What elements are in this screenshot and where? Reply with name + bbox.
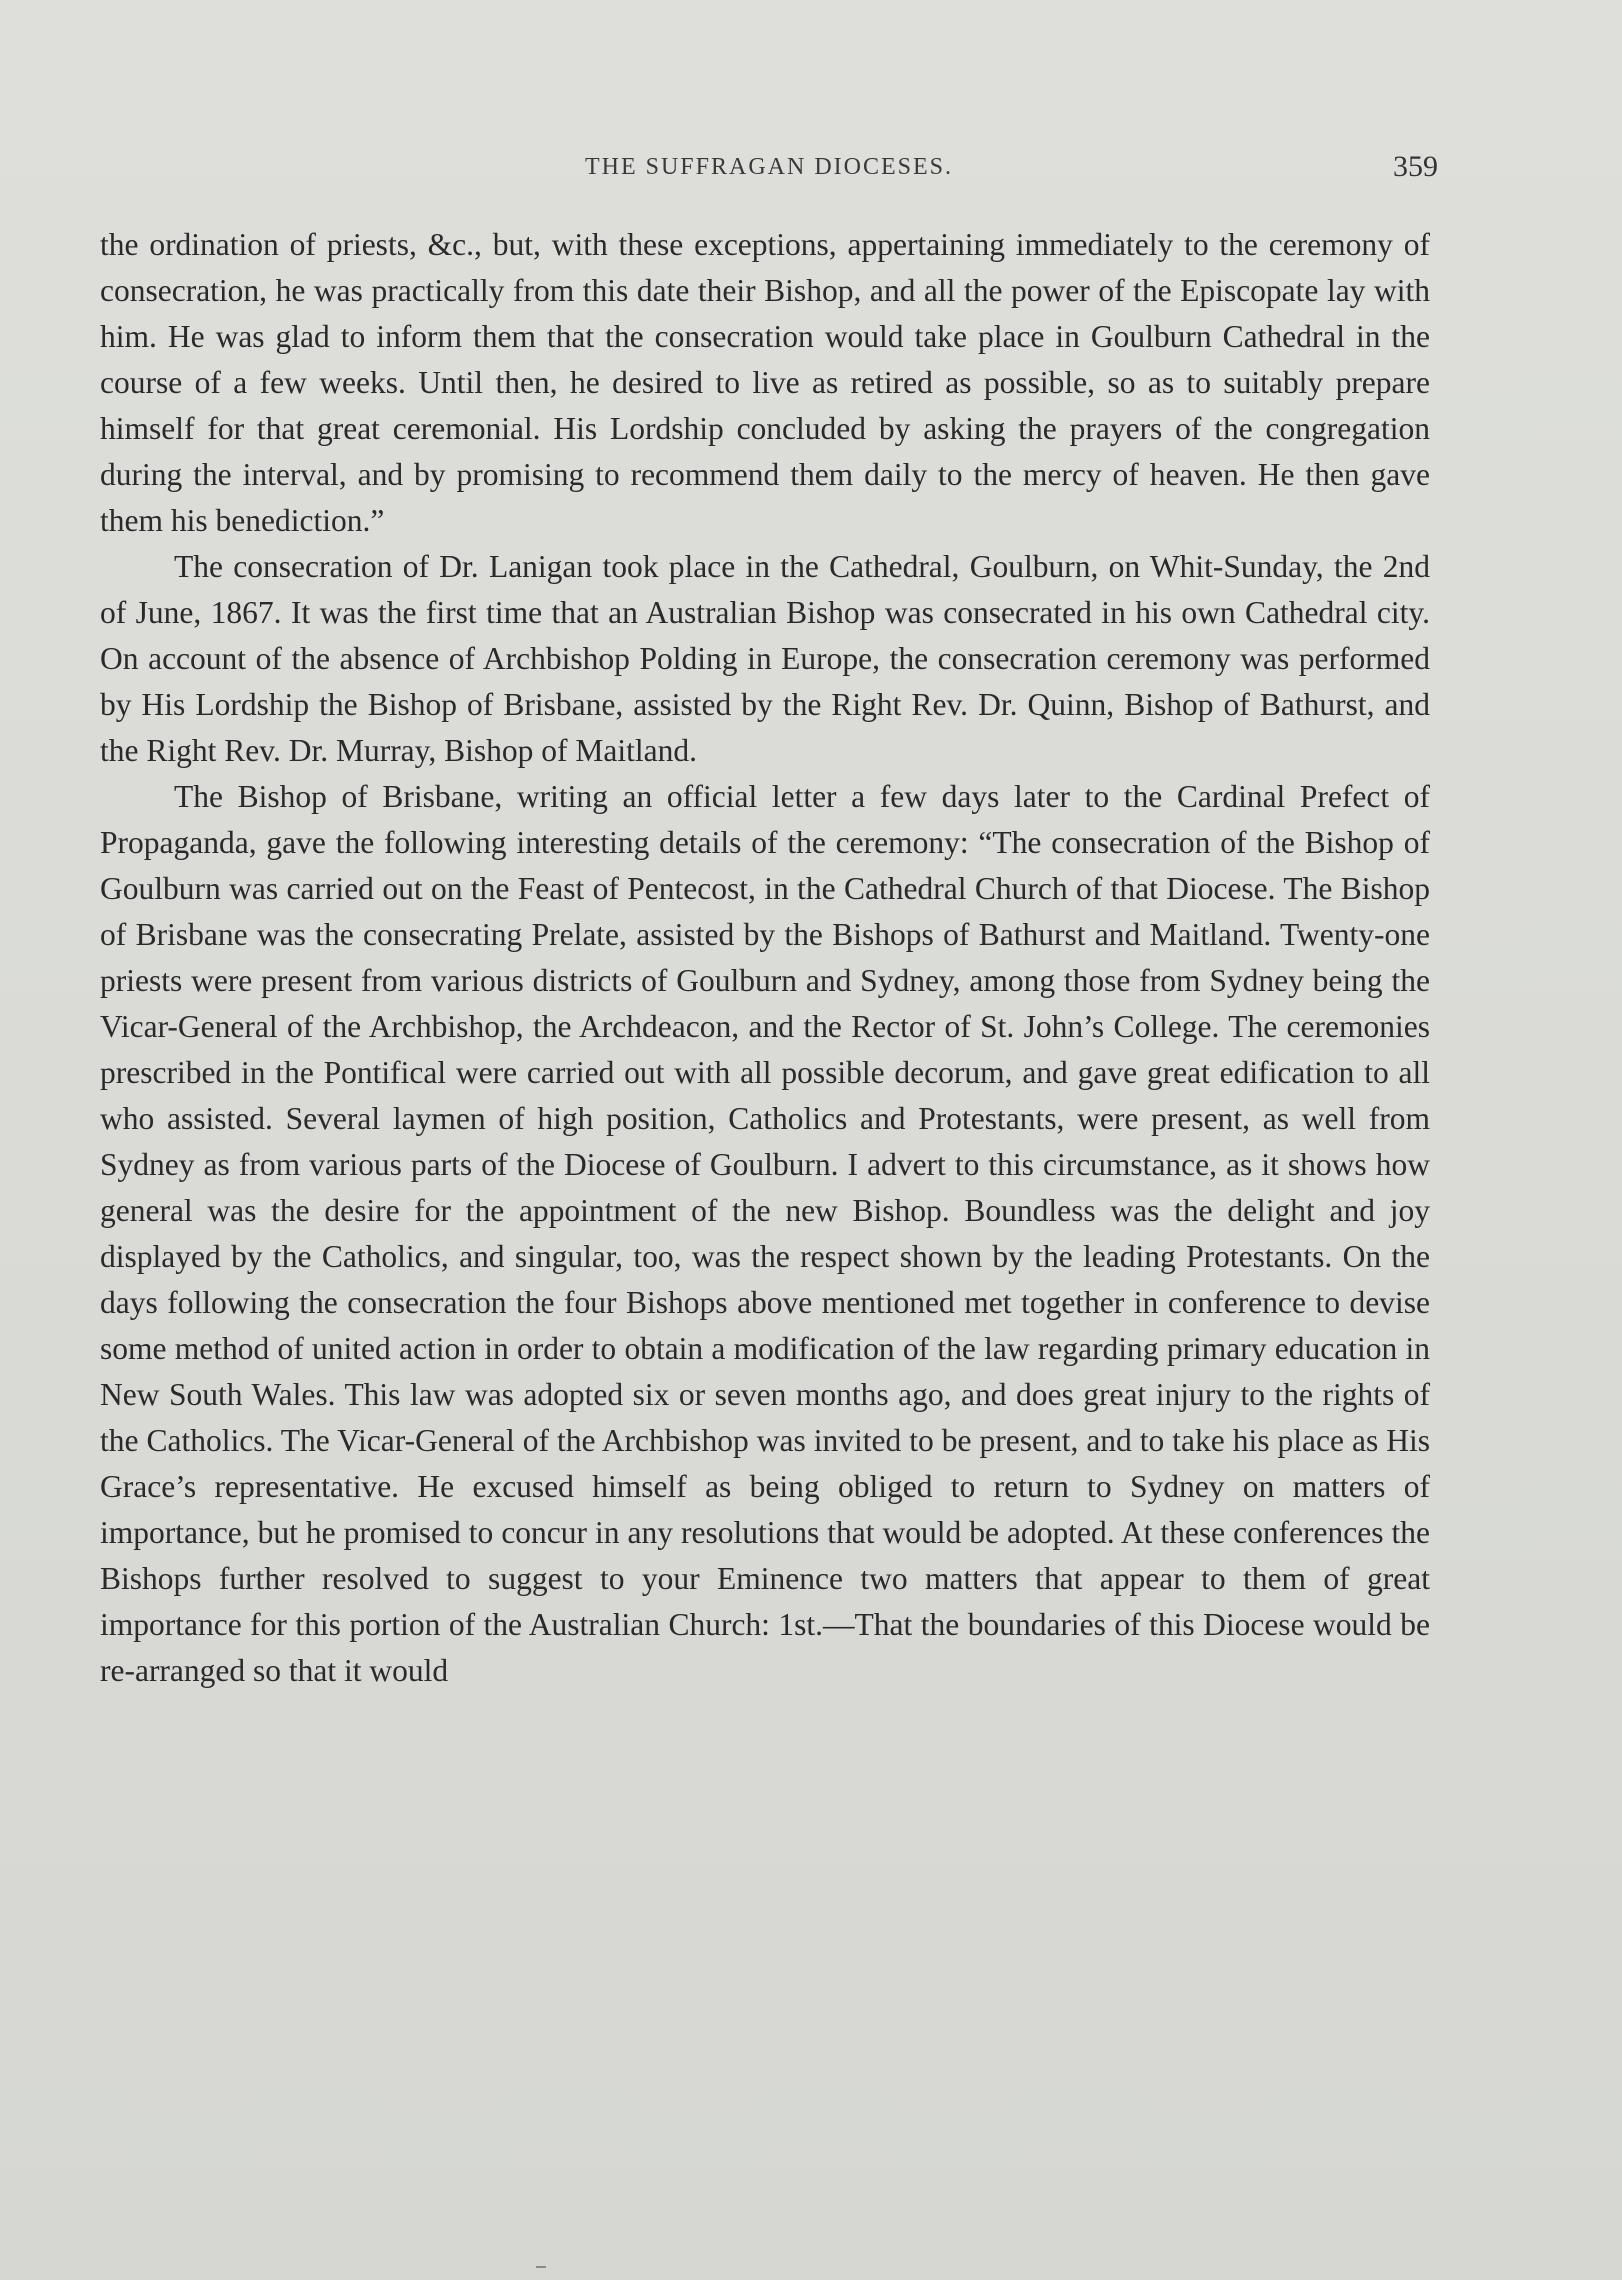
footer-mark — [536, 2266, 546, 2268]
paragraph-consecration: The consecration of Dr. Lanigan took place in the Cathedral, Goulburn, on Whit-Sunday, the 2nd of June, 1867. It was the first time that an Australian Bishop was consecrated in his own Cathedral city. On account of the absence of Archbishop Polding in Europe, the consecration ceremony was performed by His Lordship the Bishop of Brisbane, assisted by the Right Rev. Dr. Quinn, Bishop of Bathurst, and the Right Rev. Dr. Murray, Bishop of Maitland. — [100, 549, 1430, 768]
page-number: 359 — [1393, 150, 1438, 183]
paragraph-continuation: the ordination of priests, &c., but, with these exceptions, appertaining immediately to the ceremony of consecration, he was practically from this date their Bishop, and all the power of the Episcopate lay with him. He was glad to inform them that the consecration would take place in Goulburn Cathedral in the course of a few weeks. Until then, he desired to live as retired as possible, so as to suitably prepare himself for that great ceremonial. His Lordship concluded by asking the prayers of the congregation during the interval, and by promising to recommend them daily to the mercy of heaven. He then gave them his benediction.” — [100, 227, 1430, 538]
paragraph-letter: The Bishop of Brisbane, writing an official letter a few days later to the Cardinal Prefect of Propaganda, gave the following interesting details of the ceremony: “The consecration of the Bishop of Goulburn was carried out on the Feast of Pentecost, in the Cathedral Church of that Diocese. The Bishop of Brisbane was the consecrating Prelate, assisted by the Bishops of Bathurst and Maitland. Twenty-one priests were present from various districts of Goulburn and Sydney, among those from Sydney being the Vicar-General of the Archbishop, the Archdeacon, and the Rector of St. John’s College. The ceremonies prescribed in the Pontifical were carried out with all possible decorum, and gave great edification to all who assisted. Several laymen of high position, Catholics and Protestants, were present, as well from Sydney as from various parts of the Diocese of Goulburn. I advert to this circumstance, as it shows how general was the desire for the appointment of the new Bishop. Boundless was the delight and joy displayed by the Catholics, and singular, too, was the respect shown by the leading Protestants. On the days following the consecration the four Bishops above mentioned met together in conference to devise some method of united action in order to obtain a modification of the law regarding primary education in New South Wales. This law was adopted six or seven months ago, and does great injury to the rights of the Catholics. The Vicar-General of the Archbishop was invited to be present, and to take his place as His Grace’s representative. He excused himself as being obliged to return to Sydney on matters of importance, but he promised to concur in any resolutions that would be adopted. At these conferences the Bishops further resolved to suggest to your Eminence two matters that appear to them of great importance for this portion of the Australian Church: 1st.—That the boundaries of this Diocese would be re-arranged so that it would — [100, 779, 1430, 1688]
running-title: THE SUFFRAGAN DIOCESES. — [584, 154, 954, 180]
running-head — [100, 150, 1438, 190]
body-text — [100, 222, 1430, 1694]
